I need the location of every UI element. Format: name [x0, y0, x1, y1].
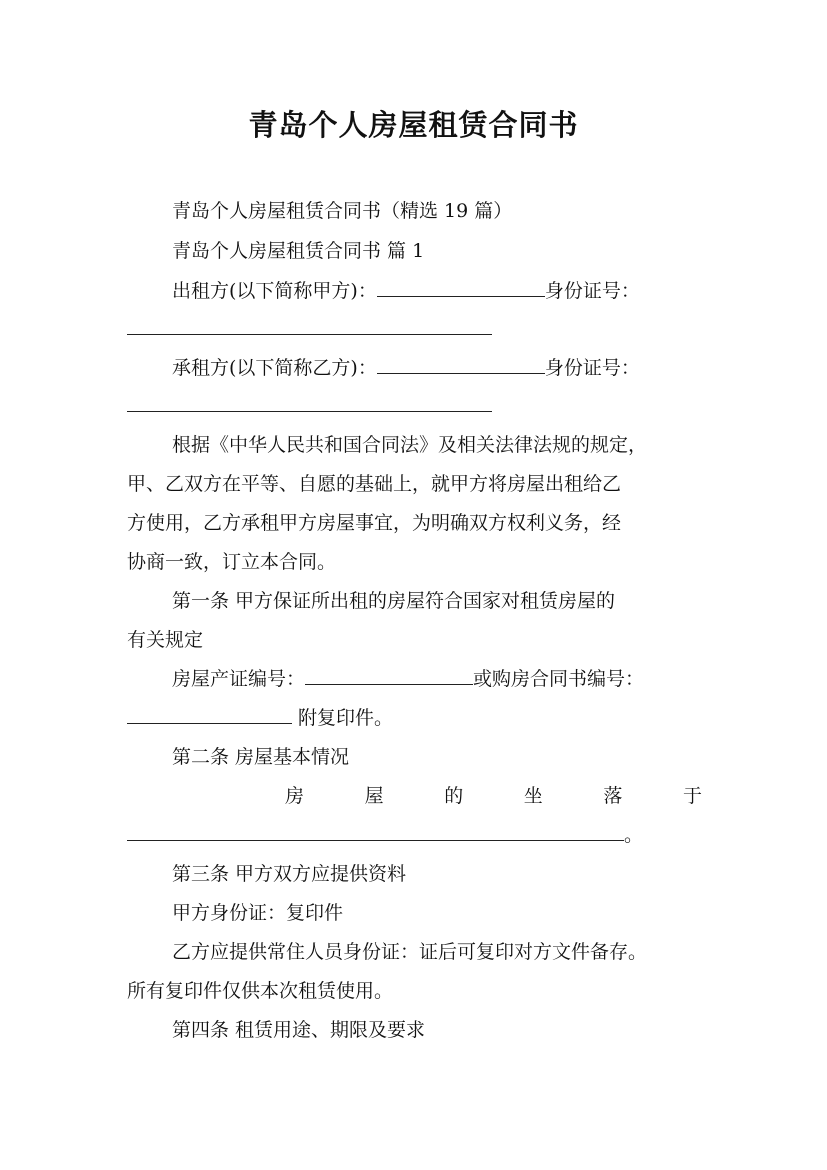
cert-label: 房屋产证编号： — [172, 668, 306, 690]
lessor-name-blank[interactable] — [377, 278, 545, 297]
certificate-line — [172, 666, 702, 692]
lessee-line — [172, 355, 702, 381]
article-3-heading: 第三条 甲方双方应提供资料 — [172, 863, 407, 885]
lessee-id-label: 身份证号： — [544, 357, 640, 379]
preamble-line: 协商一致，订立本合同。 — [127, 551, 337, 573]
location-char: 于 — [682, 785, 702, 807]
lessor-id-label: 身份证号： — [544, 280, 640, 302]
location-end: 。 — [624, 824, 644, 846]
article-1-heading: 第一条 甲方保证所出租的房屋符合国家对租赁房屋的 — [172, 590, 616, 612]
location-char: 坐 — [523, 785, 543, 807]
piece-heading: 青岛个人房屋租赁合同书 篇 1 — [172, 240, 425, 262]
lessor-id-blank[interactable] — [127, 316, 492, 335]
lessor-docs: 甲方身份证：复印件 — [172, 902, 344, 924]
lessee-label: 承租方(以下简称乙方)： — [172, 357, 377, 379]
lessor-line — [172, 278, 702, 304]
document-title: 青岛个人房屋租赁合同书 — [248, 108, 579, 142]
copy-note: 附复印件。 — [292, 707, 394, 729]
subtitle: 青岛个人房屋租赁合同书（精选 19 篇） — [172, 200, 513, 222]
location-char: 房 — [285, 785, 305, 807]
location-address-line — [127, 822, 702, 848]
lessee-id-blank[interactable] — [127, 393, 492, 412]
lessee-docs-continuation: 所有复印件仅供本次租赁使用。 — [127, 980, 394, 1002]
article-2-heading: 第二条 房屋基本情况 — [172, 746, 350, 768]
lessee-name-blank[interactable] — [377, 355, 545, 374]
cert-number-blank[interactable] — [305, 666, 473, 685]
location-char: 屋 — [364, 785, 384, 807]
location-char: 的 — [444, 785, 464, 807]
lessee-id-line — [127, 393, 702, 419]
contract-number-blank[interactable] — [127, 705, 292, 724]
location-line — [285, 783, 702, 809]
lessor-label: 出租方(以下简称甲方)： — [172, 280, 377, 302]
article-1-continuation: 有关规定 — [127, 629, 204, 651]
preamble-line: 甲、乙双方在平等、自愿的基础上，就甲方将房屋出租给乙 — [127, 473, 622, 495]
lessee-docs: 乙方应提供常住人员身份证：证后可复印对方文件备存。 — [172, 941, 648, 963]
contract-label: 或购房合同书编号： — [473, 668, 645, 690]
contract-number-line — [127, 705, 702, 731]
preamble-line: 方使用，乙方承租甲方房屋事宜，为明确双方权利义务，经 — [127, 512, 622, 534]
article-4-heading: 第四条 租赁用途、期限及要求 — [172, 1019, 426, 1041]
lessor-id-line — [127, 316, 702, 342]
location-address-blank[interactable] — [127, 822, 624, 841]
preamble-line: 根据《中华人民共和国合同法》及相关法律法规的规定， — [172, 434, 648, 456]
location-char: 落 — [603, 785, 623, 807]
